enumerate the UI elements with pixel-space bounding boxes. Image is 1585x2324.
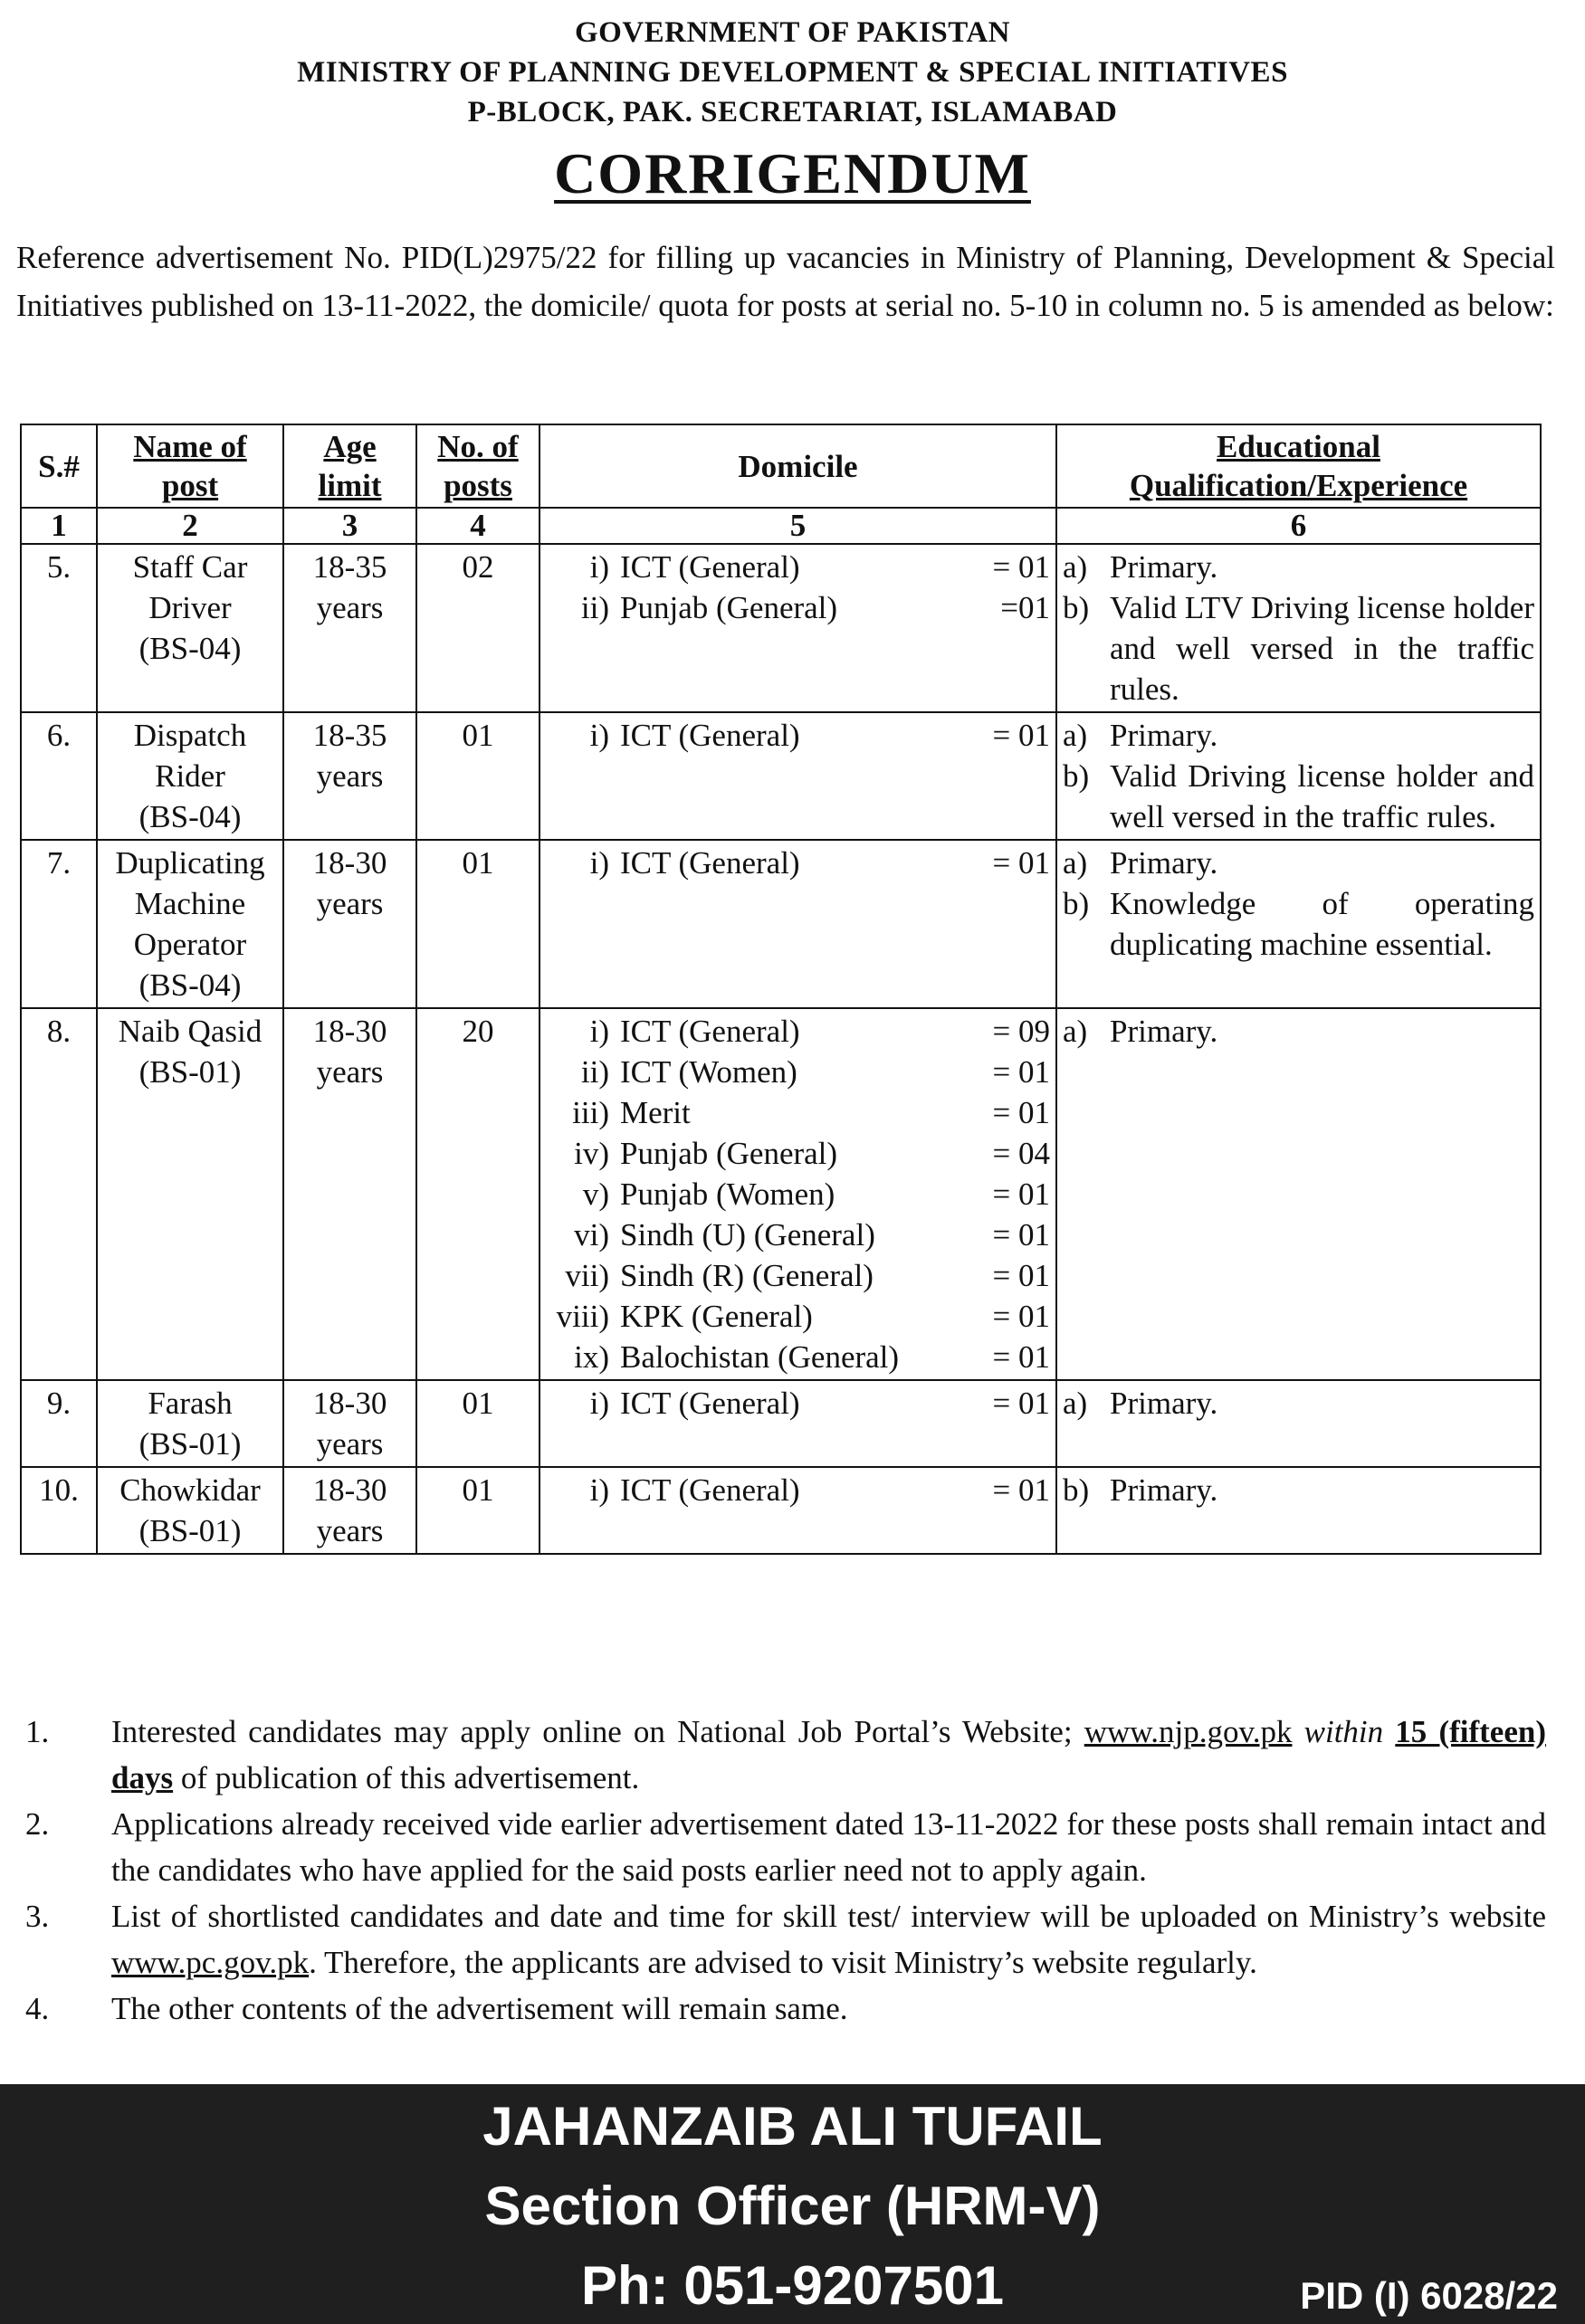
age-limit — [283, 840, 416, 1008]
post-name-line: Staff Car — [132, 549, 248, 585]
domicile-name: KPK (General) — [620, 1299, 813, 1334]
age-limit-line: years — [316, 886, 384, 921]
serial-number: 10. — [21, 1467, 97, 1554]
domicile-count: = 01 — [992, 718, 1050, 753]
post-name-line: Rider — [155, 758, 225, 794]
education-item — [1063, 883, 1534, 965]
education-index: a) — [1063, 549, 1088, 585]
government-line: GOVERNMENT OF PAKISTAN — [575, 16, 1010, 49]
domicile-name: Sindh (U) (General) — [620, 1217, 875, 1252]
age-limit-line: years — [316, 1513, 384, 1548]
post-name-line: (BS-01) — [138, 1054, 242, 1090]
serial-number: 5. — [21, 544, 97, 712]
note-text-segment: Interested candidates may apply online on National Job Portal’s Website; — [111, 1714, 1084, 1749]
education-index: a) — [1063, 845, 1088, 881]
column-number: 5 — [539, 508, 1056, 544]
post-name-line: Operator — [133, 927, 247, 962]
note-text — [111, 1986, 1546, 2032]
domicile-name: Punjab (General) — [620, 1136, 838, 1171]
column-number: 1 — [21, 508, 97, 544]
domicile-item — [546, 843, 1050, 883]
domicile-name: Punjab (Women) — [620, 1176, 835, 1212]
domicile-item — [546, 1092, 1050, 1133]
domicile-index: ix) — [574, 1339, 609, 1375]
education-index: b) — [1063, 1472, 1090, 1508]
column-number: 2 — [97, 508, 283, 544]
table-row — [21, 1380, 1541, 1467]
domicile-name: ICT (General) — [620, 1472, 800, 1508]
education-index: b) — [1063, 758, 1090, 794]
document-title: CORRIGENDUM — [554, 141, 1031, 205]
note-number: 3. — [25, 1899, 50, 1934]
note-text-segment: 15 (fifteen) days — [111, 1714, 1546, 1795]
domicile-cell — [539, 544, 1056, 712]
education-item — [1063, 843, 1534, 883]
website-link[interactable]: www.pc.gov.pk — [111, 1945, 310, 1980]
age-limit-line: years — [316, 1426, 384, 1462]
note-text — [111, 1709, 1546, 1801]
age-limit — [283, 1467, 416, 1554]
domicile-item — [546, 1337, 1050, 1377]
education-cell — [1056, 840, 1541, 1008]
domicile-item — [546, 1133, 1050, 1174]
education-item — [1063, 756, 1534, 837]
column-number: 6 — [1056, 508, 1541, 544]
education-text: Primary. — [1110, 1472, 1218, 1508]
domicile-index: vi) — [574, 1217, 609, 1252]
domicile-name: ICT (General) — [620, 1014, 800, 1049]
domicile-count: = 01 — [992, 1299, 1050, 1334]
phone-number: Ph: 051-9207501 — [581, 2255, 1004, 2316]
note-item — [16, 1893, 1546, 1986]
age-limit-line: years — [316, 590, 384, 625]
signature-block — [0, 2084, 1585, 2324]
domicile-count: = 01 — [992, 1095, 1050, 1130]
address-line: P-BLOCK, PAK. SECRETARIAT, ISLAMABAD — [467, 96, 1118, 129]
note-item — [16, 1801, 1546, 1893]
domicile-item — [546, 1214, 1050, 1255]
domicile-count: = 01 — [992, 1176, 1050, 1212]
post-name-line: Dispatch — [133, 718, 247, 753]
letterhead — [0, 13, 1585, 210]
post-name — [97, 712, 283, 840]
note-number: 4. — [25, 1991, 50, 2026]
post-name — [97, 1467, 283, 1554]
table-row — [21, 1467, 1541, 1554]
post-name — [97, 1380, 283, 1467]
domicile-count: = 01 — [992, 1258, 1050, 1293]
domicile-name: ICT (General) — [620, 718, 800, 753]
header-education: Educational Qualification/Experience — [1056, 424, 1541, 508]
education-item — [1063, 1383, 1534, 1424]
domicile-name: ICT (General) — [620, 549, 800, 585]
note-item — [16, 1709, 1546, 1801]
education-item — [1063, 715, 1534, 756]
note-number: 2. — [25, 1806, 50, 1842]
domicile-count: = 09 — [992, 1014, 1050, 1049]
note-text — [111, 1893, 1546, 1986]
column-number: 4 — [416, 508, 539, 544]
domicile-cell — [539, 1467, 1056, 1554]
domicile-index: ii) — [580, 590, 609, 625]
note-text-segment: Applications already received vide earlier advertisement dated 13-11-2022 for these posts shall remain intact and the candidates who have applied for the said posts earlier need not to apply again. — [111, 1806, 1546, 1888]
education-text: Primary. — [1110, 718, 1218, 753]
domicile-name: ICT (General) — [620, 845, 800, 881]
number-of-posts: 01 — [416, 1380, 539, 1467]
header-age-limit: Age limit — [283, 424, 416, 508]
domicile-name: Merit — [620, 1095, 691, 1130]
domicile-cell — [539, 840, 1056, 1008]
ministry-line: MINISTRY OF PLANNING DEVELOPMENT & SPECIAL INITIATIVES — [297, 56, 1288, 89]
domicile-item — [546, 1174, 1050, 1214]
age-limit-line: years — [316, 1054, 384, 1090]
education-item — [1063, 1470, 1534, 1510]
education-item — [1063, 1011, 1534, 1052]
table-header-row — [21, 424, 1541, 508]
domicile-count: = 01 — [992, 1386, 1050, 1421]
post-name-line: Machine — [134, 886, 246, 921]
pid-number: PID (I) 6028/22 — [1300, 2274, 1558, 2317]
notes-list — [16, 1709, 1546, 2032]
serial-number: 8. — [21, 1008, 97, 1380]
age-limit-line: 18-30 — [312, 1472, 387, 1508]
education-cell — [1056, 544, 1541, 712]
education-index: b) — [1063, 590, 1090, 625]
domicile-item — [546, 1011, 1050, 1052]
education-text: Valid Driving license holder and well versed in the traffic rules. — [1110, 758, 1534, 834]
number-of-posts: 20 — [416, 1008, 539, 1380]
header-post-name: Name of post — [97, 424, 283, 508]
domicile-index: iv) — [574, 1136, 609, 1171]
domicile-name: Punjab (General) — [620, 590, 838, 625]
age-limit-line: 18-35 — [312, 718, 387, 753]
header-domicile: Domicile — [539, 424, 1056, 508]
age-limit — [283, 1008, 416, 1380]
post-name-line: Farash — [148, 1386, 233, 1421]
education-index: a) — [1063, 718, 1088, 753]
post-name-line: (BS-01) — [138, 1426, 242, 1462]
post-name-line: (BS-01) — [138, 1513, 242, 1548]
post-name-line: (BS-04) — [138, 799, 242, 834]
education-cell — [1056, 1467, 1541, 1554]
table-row — [21, 544, 1541, 712]
serial-number: 7. — [21, 840, 97, 1008]
header-no-of-posts: No. of posts — [416, 424, 539, 508]
table-row — [21, 840, 1541, 1008]
age-limit — [283, 1380, 416, 1467]
domicile-cell — [539, 712, 1056, 840]
note-text-segment: List of shortlisted candidates and date and time for skill test/ interview will be uploaded on Ministry’s website — [111, 1899, 1546, 1934]
domicile-count: = 01 — [992, 845, 1050, 881]
domicile-item — [546, 587, 1050, 628]
age-limit-line: years — [316, 758, 384, 794]
note-text-segment: of publication of this advertisement. — [173, 1760, 640, 1795]
domicile-item — [546, 547, 1050, 587]
domicile-name: ICT (General) — [620, 1386, 800, 1421]
post-name-line: Naib Qasid — [118, 1014, 263, 1049]
number-of-posts: 02 — [416, 544, 539, 712]
header-serial: S.# — [21, 424, 97, 508]
age-limit-line: 18-35 — [312, 549, 387, 585]
education-text: Primary. — [1110, 1014, 1218, 1049]
number-of-posts: 01 — [416, 1467, 539, 1554]
note-text — [111, 1801, 1546, 1893]
domicile-count: = 01 — [992, 1217, 1050, 1252]
vacancies-table — [20, 424, 1542, 1555]
note-text-segment: . Therefore, the applicants are advised to visit Ministry’s website regularly. — [309, 1945, 1257, 1980]
domicile-name: Sindh (R) (General) — [620, 1258, 874, 1293]
post-name — [97, 840, 283, 1008]
age-limit-line: 18-30 — [312, 845, 387, 881]
education-text: Valid LTV Driving license holder and well versed in the traffic rules. — [1110, 590, 1534, 707]
number-of-posts: 01 — [416, 712, 539, 840]
domicile-count: = 01 — [992, 549, 1050, 585]
post-name-line: Duplicating — [115, 845, 265, 881]
table-row — [21, 1008, 1541, 1380]
table-row — [21, 712, 1541, 840]
serial-number: 9. — [21, 1380, 97, 1467]
domicile-item — [546, 1470, 1050, 1510]
domicile-count: = 01 — [992, 1339, 1050, 1375]
education-text: Primary. — [1110, 1386, 1218, 1421]
domicile-index: i) — [589, 718, 609, 753]
post-name-line: (BS-04) — [138, 631, 242, 666]
age-limit — [283, 712, 416, 840]
domicile-count: =01 — [1000, 590, 1050, 625]
note-text-segment: within — [1292, 1714, 1396, 1749]
age-limit-line: 18-30 — [312, 1386, 387, 1421]
education-cell — [1056, 1380, 1541, 1467]
column-number: 3 — [283, 508, 416, 544]
education-cell — [1056, 1008, 1541, 1380]
officer-name: JAHANZAIB ALI TUFAIL — [482, 2096, 1103, 2157]
education-text: Primary. — [1110, 845, 1218, 881]
column-number-row — [21, 508, 1541, 544]
domicile-item — [546, 1255, 1050, 1296]
domicile-index: viii) — [556, 1299, 609, 1334]
education-index: b) — [1063, 886, 1090, 921]
domicile-index: ii) — [580, 1054, 609, 1090]
domicile-index: i) — [589, 1014, 609, 1049]
note-item — [16, 1986, 1546, 2032]
domicile-item — [546, 1296, 1050, 1337]
domicile-index: i) — [589, 1386, 609, 1421]
intro-paragraph: Reference advertisement No. PID(L)2975/22 for filling up vacancies in Ministry of Planning, Development & Special Initiatives published on 13-11-2022, the domicile/ quota for posts at serial no. 5-10 in column no. 5 is amended as below: — [16, 240, 1555, 323]
domicile-index: vii) — [565, 1258, 609, 1293]
age-limit-line: 18-30 — [312, 1014, 387, 1049]
domicile-name: Balochistan (General) — [620, 1339, 900, 1375]
domicile-item — [546, 1383, 1050, 1424]
website-link[interactable]: www.njp.gov.pk — [1084, 1714, 1293, 1749]
note-number: 1. — [25, 1714, 50, 1749]
domicile-count: = 04 — [992, 1136, 1050, 1171]
education-text: Knowledge of operating duplicating machine essential. — [1110, 886, 1534, 962]
education-item — [1063, 547, 1534, 587]
post-name — [97, 1008, 283, 1380]
post-name-line: (BS-04) — [138, 967, 242, 1003]
serial-number: 6. — [21, 712, 97, 840]
post-name — [97, 544, 283, 712]
domicile-cell — [539, 1380, 1056, 1467]
table-body — [21, 544, 1541, 1554]
note-text-segment: The other contents of the advertisement will remain same. — [111, 1991, 848, 2026]
age-limit — [283, 544, 416, 712]
education-cell — [1056, 712, 1541, 840]
post-name-line: Driver — [148, 590, 232, 625]
domicile-index: iii) — [572, 1095, 609, 1130]
education-text: Primary. — [1110, 549, 1218, 585]
domicile-index: v) — [582, 1176, 609, 1212]
domicile-index: i) — [589, 1472, 609, 1508]
education-item — [1063, 587, 1534, 710]
officer-designation: Section Officer (HRM-V) — [484, 2176, 1101, 2236]
domicile-index: i) — [589, 549, 609, 585]
number-of-posts: 01 — [416, 840, 539, 1008]
domicile-index: i) — [589, 845, 609, 881]
post-name-line: Chowkidar — [119, 1472, 261, 1508]
education-index: a) — [1063, 1386, 1088, 1421]
domicile-item — [546, 715, 1050, 756]
domicile-cell — [539, 1008, 1056, 1380]
domicile-item — [546, 1052, 1050, 1092]
domicile-name: ICT (Women) — [620, 1054, 797, 1090]
domicile-count: = 01 — [992, 1054, 1050, 1090]
education-index: a) — [1063, 1014, 1088, 1049]
domicile-count: = 01 — [992, 1472, 1050, 1508]
